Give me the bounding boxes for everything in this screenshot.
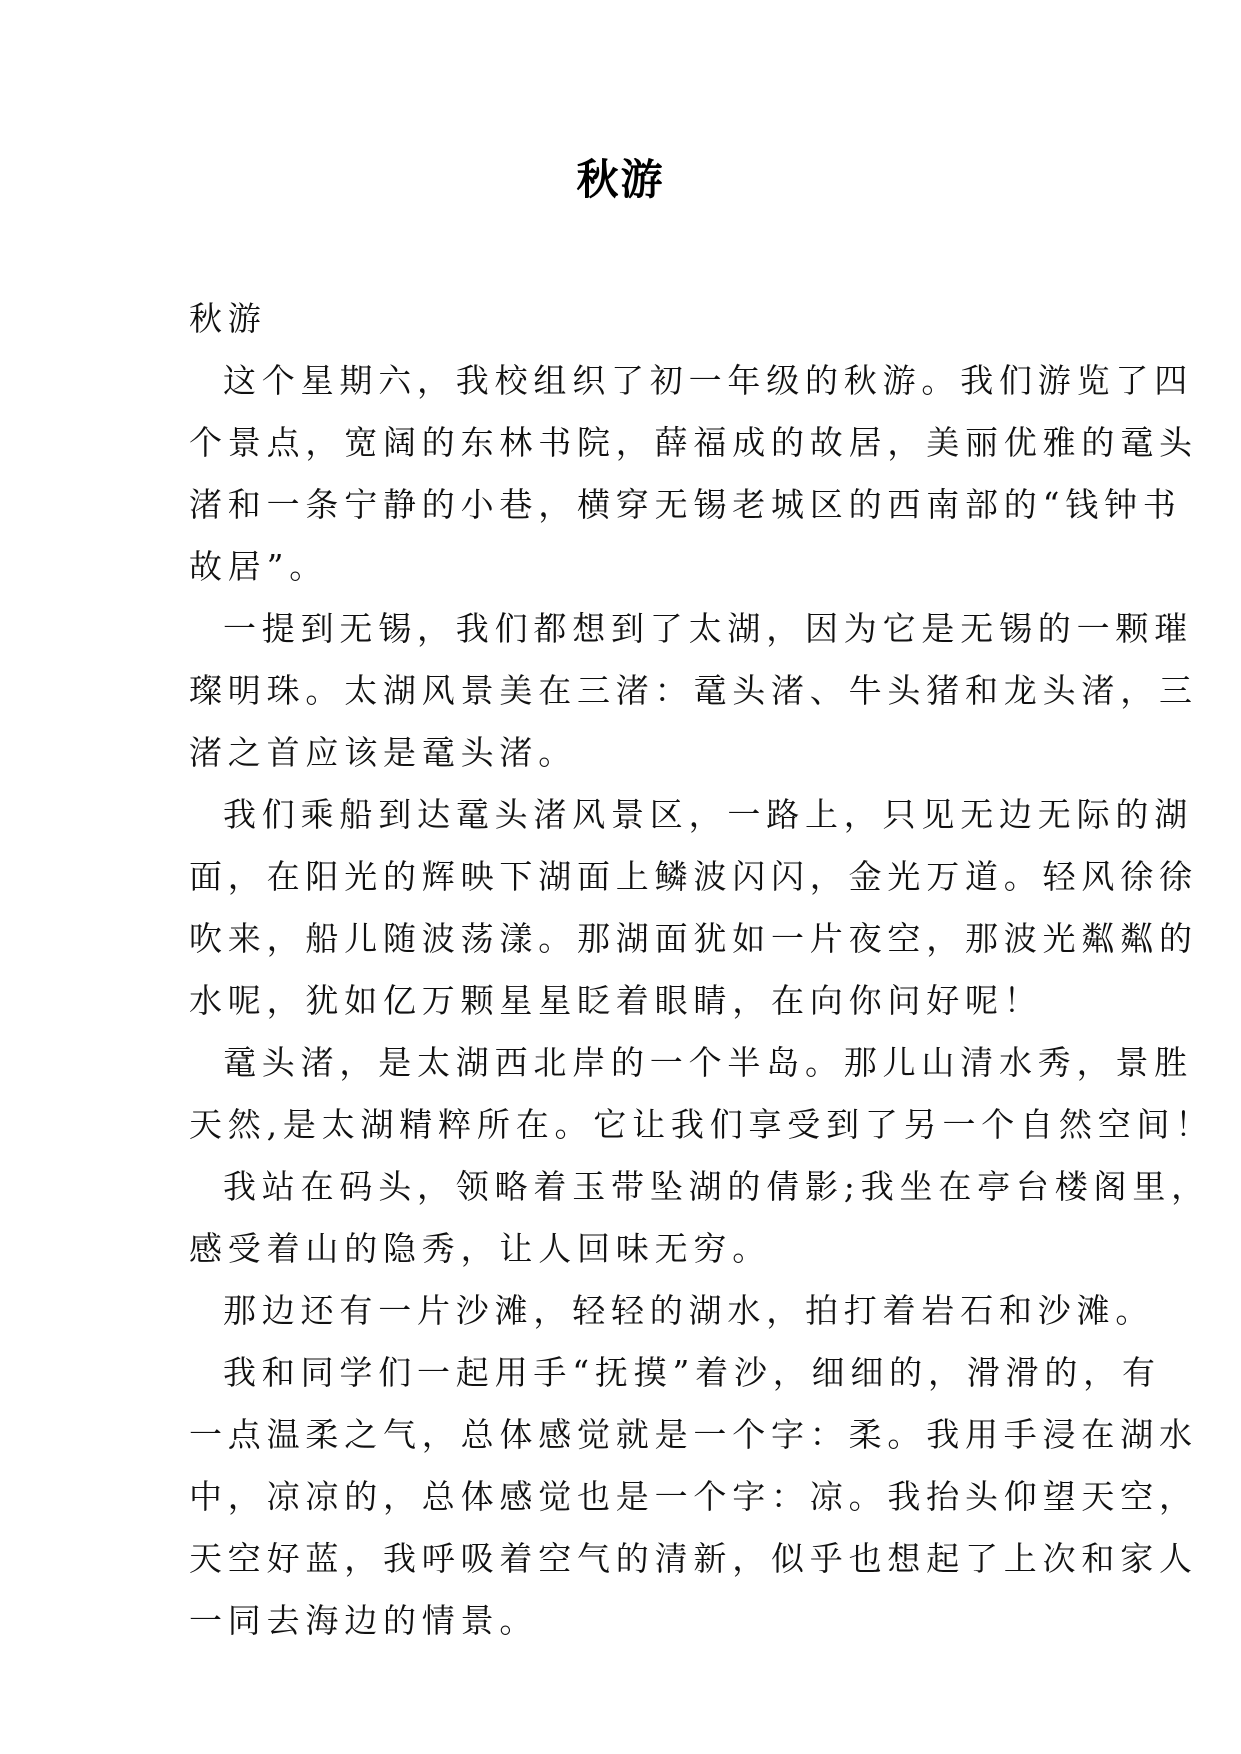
paragraph-line: 一同去海边的情景。 bbox=[189, 1601, 539, 1640]
paragraph-line: 中，凉凉的，总体感觉也是一个字：凉。我抬头仰望天空， bbox=[189, 1477, 1198, 1516]
paragraph-line: 水呢，犹如亿万颗星星眨着眼睛，在向你问好呢！ bbox=[189, 981, 1043, 1020]
paragraph-line: 鼋头渚，是太湖西北岸的一个半岛。那儿山清水秀，景胜 bbox=[223, 1043, 1193, 1082]
paragraph-line: 我们乘船到达鼋头渚风景区，一路上，只见无边无际的湖 bbox=[223, 795, 1193, 834]
paragraph-line: 故居”。 bbox=[189, 547, 329, 586]
paragraph-line: 我站在码头，领略着玉带坠湖的倩影;我坐在亭台楼阁里， bbox=[223, 1167, 1210, 1206]
document-title: 秋游 bbox=[576, 155, 665, 204]
subtitle-line: 秋游 bbox=[189, 299, 267, 338]
paragraph-line: 渚之首应该是鼋头渚。 bbox=[189, 733, 577, 772]
paragraph-line: 面，在阳光的辉映下湖面上鳞波闪闪，金光万道。轻风徐徐 bbox=[189, 857, 1198, 896]
document-body bbox=[189, 288, 1215, 1652]
paragraph-line: 天然,是太湖精粹所在。它让我们享受到了另一个自然空间！ bbox=[189, 1105, 1215, 1144]
paragraph-line: 感受着山的隐秀，让人回味无穷。 bbox=[189, 1229, 771, 1268]
paragraph-line: 这个星期六，我校组织了初一年级的秋游。我们游览了四 bbox=[223, 361, 1193, 400]
paragraph-line: 个景点，宽阔的东林书院，薛福成的故居，美丽优雅的鼋头 bbox=[189, 423, 1198, 462]
paragraph-line: 璨明珠。太湖风景美在三渚：鼋头渚、牛头猪和龙头渚，三 bbox=[189, 671, 1198, 710]
paragraph-line: 那边还有一片沙滩，轻轻的湖水，拍打着岩石和沙滩。 bbox=[223, 1291, 1155, 1330]
paragraph-line: 吹来，船儿随波荡漾。那湖面犹如一片夜空，那波光粼粼的 bbox=[189, 919, 1198, 958]
paragraph-line: 一点温柔之气，总体感觉就是一个字：柔。我用手浸在湖水 bbox=[189, 1415, 1198, 1454]
paragraph-line: 一提到无锡，我们都想到了太湖，因为它是无锡的一颗璀 bbox=[223, 609, 1193, 648]
paragraph-line: 我和同学们一起用手“抚摸”着沙，细细的，滑滑的，有 bbox=[223, 1353, 1161, 1392]
paragraph-line: 天空好蓝，我呼吸着空气的清新，似乎也想起了上次和家人 bbox=[189, 1539, 1198, 1578]
paragraph-line: 渚和一条宁静的小巷，横穿无锡老城区的西南部的“钱钟书 bbox=[189, 485, 1182, 524]
